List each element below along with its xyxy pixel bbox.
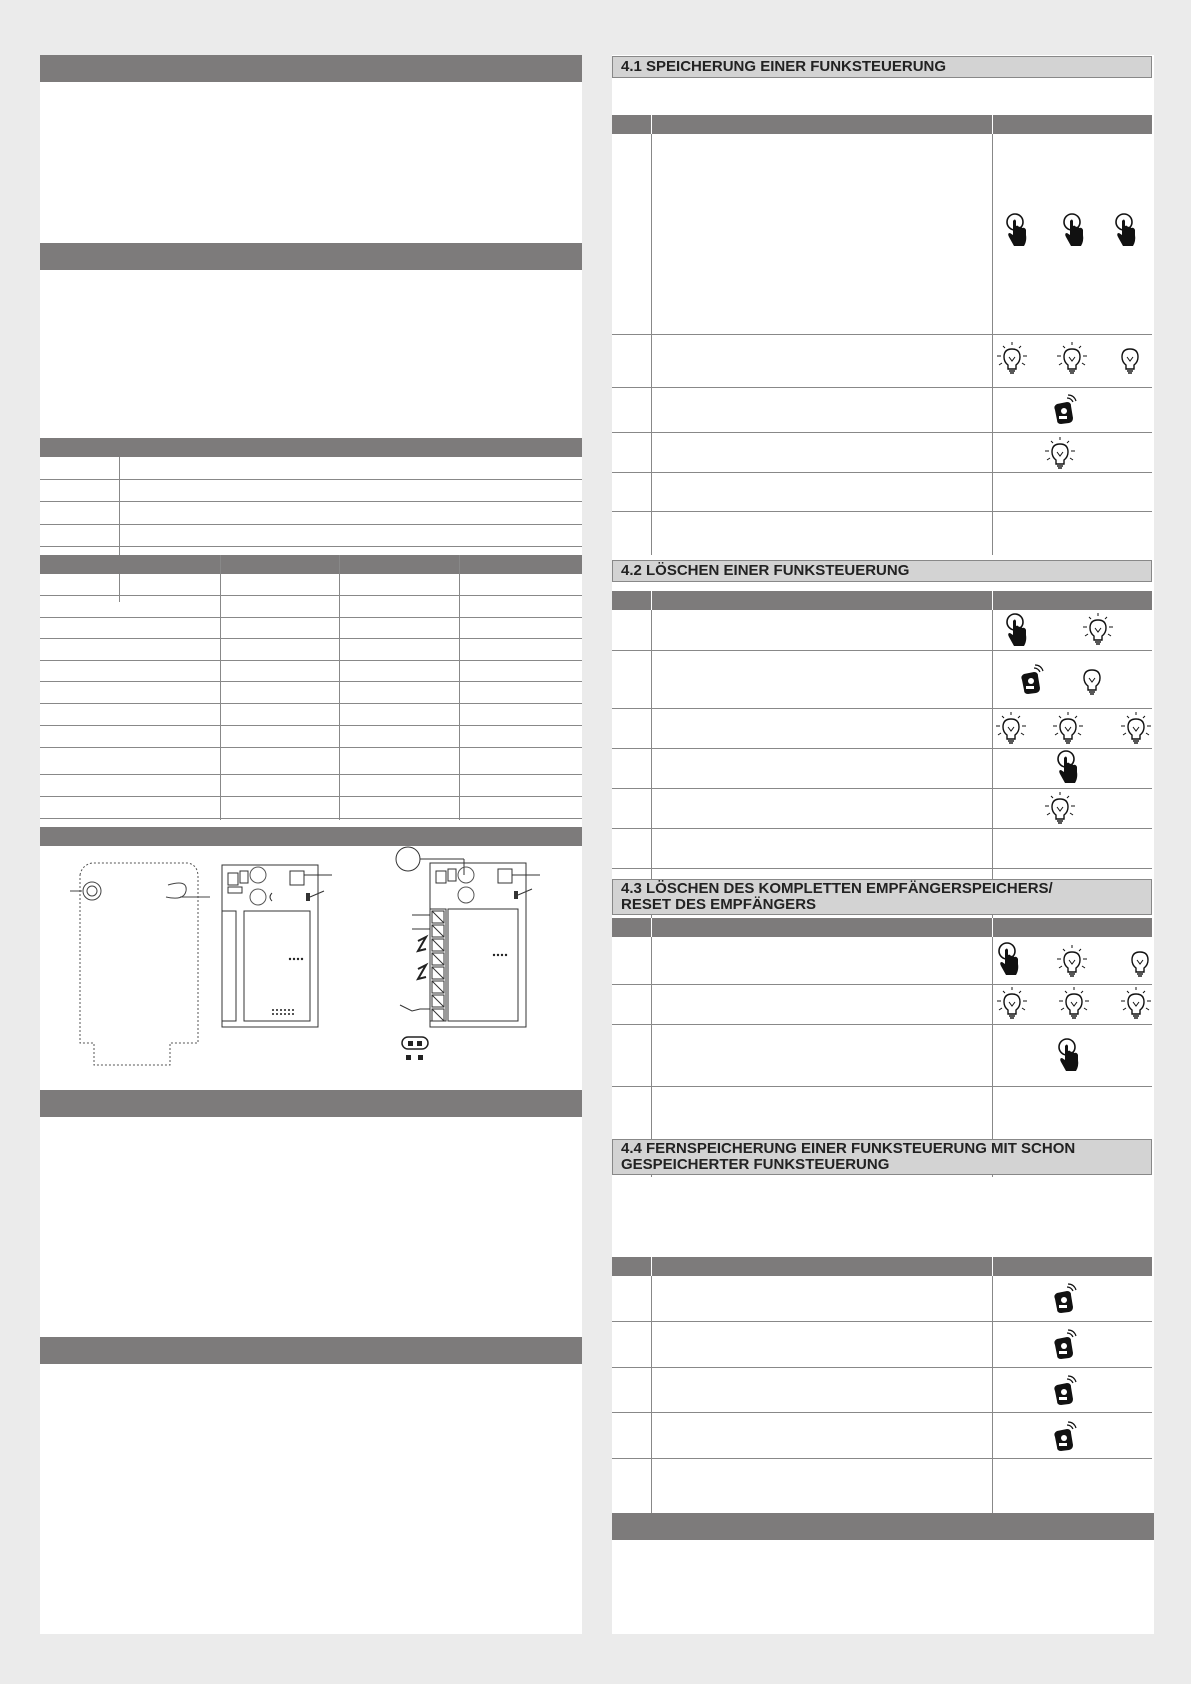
section-title-text: 4.2 LÖSCHEN EINER FUNKSTEUERUNG	[621, 562, 910, 579]
light-bulb-icon	[999, 711, 1025, 747]
section-title-text: GESPEICHERTER FUNKSTEUERUNG	[621, 1156, 890, 1173]
section-header-bar	[40, 1337, 582, 1364]
remote-control-icon	[1051, 1377, 1077, 1409]
table-header-4-4	[612, 1257, 1152, 1276]
light-bulb-icon	[1124, 986, 1150, 1022]
section-title-4-1	[612, 56, 1152, 78]
table-header-4-3	[612, 918, 1152, 937]
table-header-4-2	[612, 591, 1152, 610]
light-bulb-icon	[1056, 711, 1082, 747]
section-title-4-4	[612, 1139, 1152, 1175]
receiver-board-drawing	[220, 863, 340, 1043]
light-bulb-icon	[1086, 612, 1112, 648]
light-bulb-icon	[1080, 662, 1106, 698]
section-title-4-3	[612, 879, 1152, 915]
section-title-text: 4.4 FERNSPEICHERUNG EINER FUNKSTEUERUNG MIT SCHON	[621, 1140, 1076, 1157]
table-header-4-1	[612, 115, 1152, 134]
light-bulb-icon	[1060, 944, 1086, 980]
section-title-text: 4.3 LÖSCHEN DES KOMPLETTEN EMPFÄNGERSPEICHERS/	[621, 880, 1053, 897]
section-header-bar	[40, 55, 582, 82]
light-bulb-icon	[1048, 791, 1074, 827]
hand-press-icon	[1055, 750, 1081, 786]
section-title-text: RESET DES EMPFÄNGERS	[621, 896, 817, 913]
figure-header-bar	[40, 827, 582, 846]
light-bulb-icon	[1128, 944, 1154, 980]
light-bulb-icon	[1124, 711, 1150, 747]
hand-press-icon	[1061, 213, 1087, 249]
light-bulb-icon	[1000, 986, 1026, 1022]
table-header-bar	[40, 438, 582, 457]
hand-press-icon	[1113, 213, 1139, 249]
remote-control-icon	[1051, 1331, 1077, 1363]
hand-press-icon	[1004, 213, 1030, 249]
receiver-housing-drawing	[70, 855, 210, 1075]
left-column	[40, 55, 582, 1634]
section-header-bar	[40, 1090, 582, 1117]
remote-control-icon	[1051, 1285, 1077, 1317]
section-title-4-2	[612, 560, 1152, 582]
light-bulb-icon	[1048, 436, 1074, 472]
remote-control-icon	[1051, 396, 1077, 428]
hand-press-icon	[1056, 1038, 1082, 1074]
remote-control-icon	[1051, 1423, 1077, 1455]
light-bulb-icon	[1062, 986, 1088, 1022]
light-bulb-icon	[1000, 341, 1026, 377]
receiver-wiring-drawing	[390, 845, 550, 1045]
section-header-bar	[612, 1513, 1154, 1540]
hand-press-icon	[996, 942, 1022, 978]
hand-press-icon	[1004, 613, 1030, 649]
remote-control-icon	[1018, 666, 1044, 698]
light-bulb-icon	[1060, 341, 1086, 377]
section-header-bar	[40, 243, 582, 270]
light-bulb-icon	[1118, 341, 1144, 377]
section-title-text: 4.1 SPEICHERUNG EINER FUNKSTEUERUNG	[621, 58, 947, 75]
